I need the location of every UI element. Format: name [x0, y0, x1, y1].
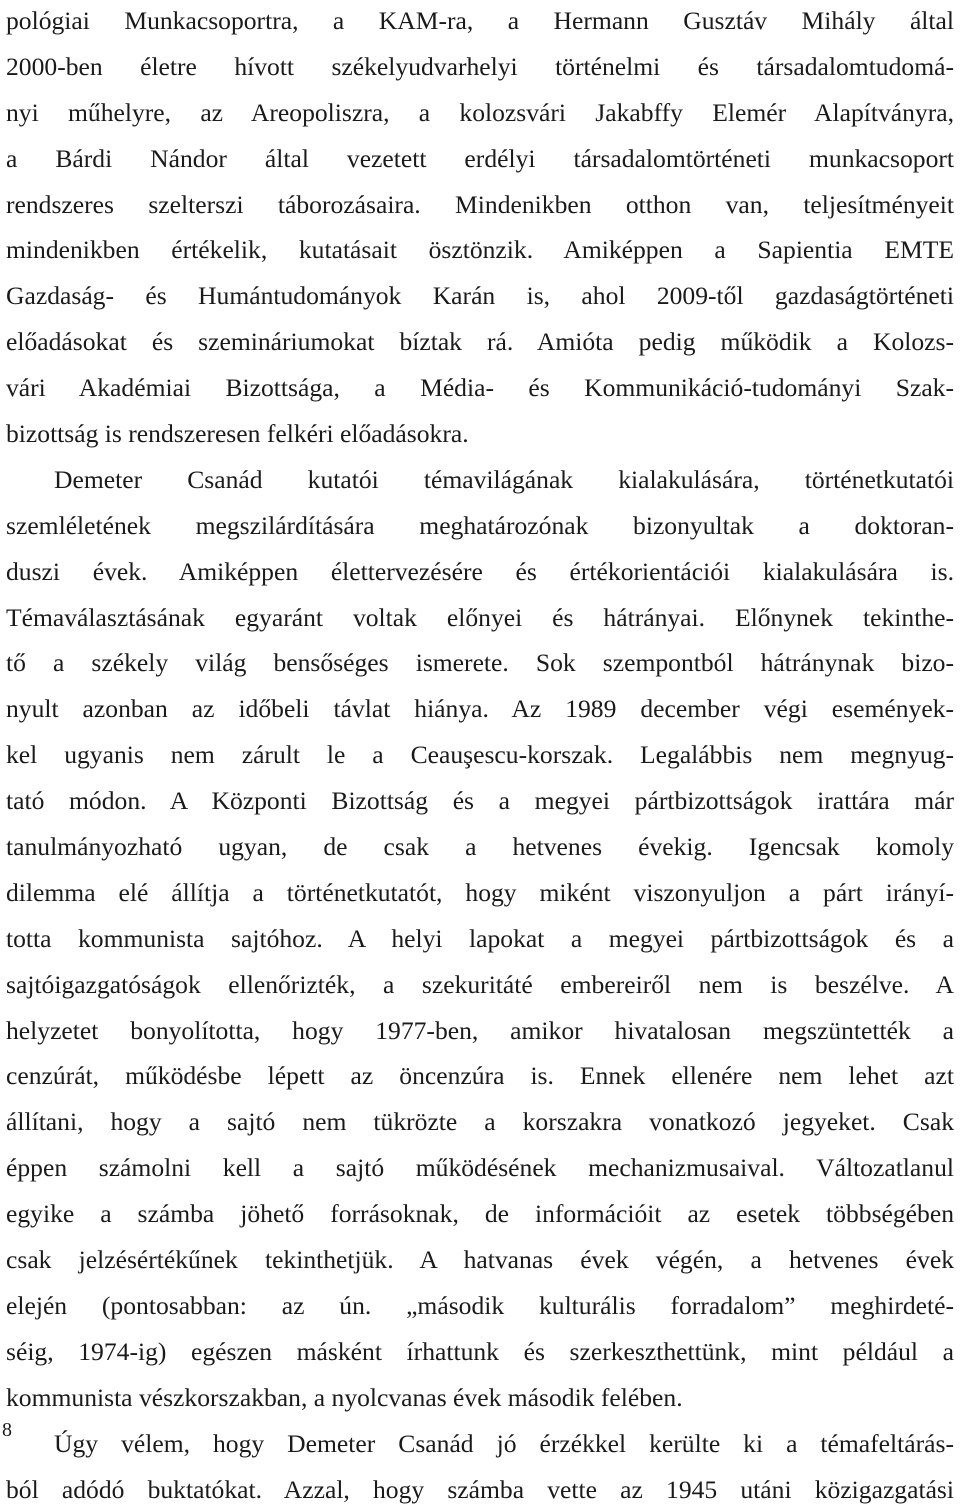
- text-line: kel ugyanis nem zárult le a Ceauşescu-korszak. Legalábbis nem megnyug-: [6, 732, 954, 778]
- body-text: [6, 0, 954, 1512]
- text-line: duszi évek. Amiképpen élettervezésére és értékorientációi kialakulására is.: [6, 549, 954, 595]
- text-line: a Bárdi Nándor által vezetett erdélyi társadalomtörténeti munkacsoport: [6, 136, 954, 182]
- text-line: bizottság is rendszeresen felkéri előadásokra.: [6, 411, 954, 457]
- text-line: helyzetet bonyolította, hogy 1977-ben, amikor hivatalosan megszüntették a: [6, 1008, 954, 1054]
- text-line: állítani, hogy a sajtó nem tükrözte a korszakra vonatkozó jegyeket. Csak: [6, 1099, 954, 1145]
- text-line: csak jelzésértékűnek tekinthetjük. A hatvanas évek végén, a hetvenes évek: [6, 1237, 954, 1283]
- paragraph-3: [6, 1421, 954, 1512]
- text-line: éppen számolni kell a sajtó működésének mechanizmusaival. Változatlanul: [6, 1145, 954, 1191]
- text-line: nyult azonban az időbeli távlat hiánya. Az 1989 december végi események-: [6, 686, 954, 732]
- text-line: cenzúrát, működésbe lépett az öncenzúra is. Ennek ellenére nem lehet azt: [6, 1053, 954, 1099]
- paragraph-2: [6, 457, 954, 1421]
- text-line: rendszeres szelterszi táborozásaira. Mindenikben otthon van, teljesítményeit: [6, 182, 954, 228]
- text-line: pológiai Munkacsoportra, a KAM-ra, a Hermann Gusztáv Mihály által: [6, 0, 954, 44]
- text-line: ból adódó buktatókat. Azzal, hogy számba vette az 1945 utáni közigazgatási: [6, 1467, 954, 1512]
- text-line: Úgy vélem, hogy Demeter Csanád jó érzékkel kerülte ki a témafeltárás-: [6, 1421, 954, 1467]
- text-line: előadásokat és szemináriumokat bíztak rá. Amióta pedig működik a Kolozs-: [6, 319, 954, 365]
- text-line: dilemma elé állítja a történetkutatót, hogy miként viszonyuljon a párt irányí-: [6, 870, 954, 916]
- text-line: sajtóigazgatóságok ellenőrizték, a szekuritáté embereiről nem is beszélve. A: [6, 962, 954, 1008]
- text-line: Gazdaság- és Humántudományok Karán is, ahol 2009-től gazdaságtörténeti: [6, 273, 954, 319]
- text-line: tő a székely világ bensőséges ismerete. Sok szempontból hátránynak bizo-: [6, 640, 954, 686]
- text-line: 2000-ben életre hívott székelyudvarhelyi történelmi és társadalomtudomá-: [6, 44, 954, 90]
- text-line: séig, 1974-ig) egészen másként írhattunk és szerkeszthettünk, mint például a: [6, 1329, 954, 1375]
- text-line: vári Akadémiai Bizottsága, a Média- és Kommunikáció-tudományi Szak-: [6, 365, 954, 411]
- text-line: nyi műhelyre, az Areopoliszra, a kolozsvári Jakabffy Elemér Alapítványra,: [6, 90, 954, 136]
- text-line: elején (pontosabban: az ún. „második kulturális forradalom” meghirdeté-: [6, 1283, 954, 1329]
- text-line: kommunista vészkorszakban, a nyolcvanas évek második felében.: [6, 1375, 954, 1421]
- paragraph-1: [6, 0, 954, 457]
- text-line: szemléletének megszilárdítására meghatározónak bizonyultak a doktoran-: [6, 503, 954, 549]
- page-number: 8: [2, 1418, 12, 1442]
- text-line: mindenikben értékelik, kutatásait ösztönzik. Amiképpen a Sapientia EMTE: [6, 227, 954, 273]
- text-line: Témaválasztásának egyaránt voltak előnyei és hátrányai. Előnynek tekinthe-: [6, 595, 954, 641]
- text-line: totta kommunista sajtóhoz. A helyi lapokat a megyei pártbizottságok és a: [6, 916, 954, 962]
- text-line: Demeter Csanád kutatói témavilágának kialakulására, történetkutatói: [6, 457, 954, 503]
- text-line: tanulmányozható ugyan, de csak a hetvenes évekig. Igencsak komoly: [6, 824, 954, 870]
- text-line: tató módon. A Központi Bizottság és a megyei pártbizottságok irattára már: [6, 778, 954, 824]
- text-line: egyike a számba jöhető forrásoknak, de információit az esetek többségében: [6, 1191, 954, 1237]
